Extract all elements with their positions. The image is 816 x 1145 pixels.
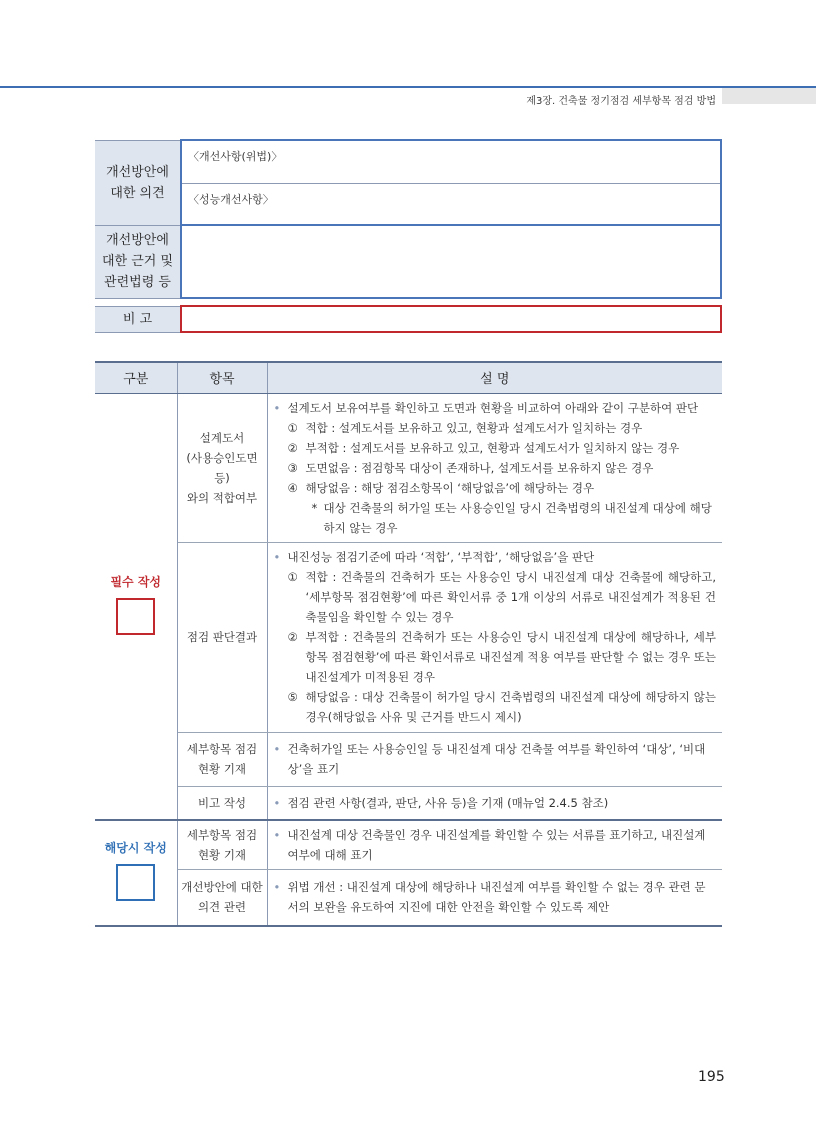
basis-label: 개선방안에 대한 근거 및 관련법령 등 xyxy=(95,225,181,298)
inspection-form xyxy=(95,139,722,333)
item-status-entry-optional: 세부항목 점검 현황 기재 xyxy=(177,820,267,870)
violation-field[interactable] xyxy=(181,140,721,183)
opinion-label: 개선방안에 대한 의견 xyxy=(95,140,181,225)
desc-status-entry: • 건축허가일 또는 사용승인일 등 내진설계 대상 건축물 여부를 확인하여 ‘대상’, ‘비대상’을 표기 xyxy=(267,732,722,786)
item-status-entry: 세부항목 점검 현황 기재 xyxy=(177,732,267,786)
item-remark: 비고 작성 xyxy=(177,786,267,820)
bullet-icon: • xyxy=(273,828,281,842)
bullet-icon: • xyxy=(273,400,281,415)
optional-label: 해당시 작성 xyxy=(104,841,167,856)
header-description: 설 명 xyxy=(267,362,722,393)
desc-design-docs: • 설계도서 보유여부를 확인하고 도면과 현황을 비교하여 아래와 같이 구분하여 판단 ① 적합 : 설계도서를 보유하고 있고, 현황과 설계도서가 일치하는 경우 ② 부적합 : 설계도서를 보유하고 있고, 현황과 설계도서가 일치하지 않는 경우 ③ 도면없음 : 점검항목 대상이 존재하나, 설계도서를 보유하지 않은 경우 ④ 해당없음 : 해당 점검소항목이 ‘해당없음’에 해당하는 경우 * 대상 건축물의 허가일 또는 사용승인일 당시 건축법령의 내진설계 대상에 해당하지 않는 경우 xyxy=(267,393,722,542)
performance-caption: 〈성능개선사항〉 xyxy=(188,192,274,206)
optional-checkbox[interactable] xyxy=(116,864,155,901)
guide-table xyxy=(95,361,722,927)
bullet-icon: • xyxy=(273,795,281,810)
basis-field[interactable] xyxy=(181,225,721,298)
page-number: 195 xyxy=(698,1069,725,1085)
item-improvement-opinion: 개선방안에 대한 의견 관련 xyxy=(177,870,267,926)
header-rule xyxy=(0,86,816,88)
desc-status-entry-optional: • 내진설계 대상 건축물인 경우 내진설계를 확인할 수 있는 서류를 표기하고, 내진설계 여부에 대해 표기 xyxy=(267,820,722,870)
violation-caption: 〈개선사항(위법)〉 xyxy=(188,150,283,163)
mandatory-checkbox[interactable] xyxy=(116,598,155,635)
desc-judgement: • 내진성능 점검기준에 따라 ‘적합’, ‘부적합’, ‘해당없음’을 판단 ① 적합 : 건축물의 건축허가 또는 사용승인 당시 내진설계 대상 건축물에 해당하고, ‘세부항목 점검현황’에 따른 확인서류 중 1개 이상의 서류로 내진설계가 적용된 건축물임을 확인할 수 있는 경우 ② 부적합 : 건축물의 건축허가 또는 사용승인 당시 내진설계 대상에 해당하나, 세부항목 점검현황’에 따른 확인서류로 내진설계 적용 여부를 판단할 수 없는 경우 또는 내진설계가 미적용된 경우 ⑤ 해당없음 : 대상 건축물이 허가일 당시 건축법령의 내진설계 대상에 해당하지 않는 경우(해당없음 사유 및 근거를 반드시 제시) xyxy=(267,542,722,732)
desc-remark: • 점검 관련 사항(결과, 판단, 사유 등)을 기재 (매뉴얼 2.4.5 참조) xyxy=(267,786,722,820)
remark-label: 비 고 xyxy=(95,306,181,332)
item-design-docs: 설계도서 (사용승인도면 등) 와의 적합여부 xyxy=(177,393,267,542)
header-category: 구분 xyxy=(95,362,177,393)
bullet-icon: • xyxy=(273,742,281,756)
bullet-icon: • xyxy=(273,880,281,895)
category-optional xyxy=(95,820,177,926)
category-mandatory xyxy=(95,393,177,820)
performance-field[interactable] xyxy=(181,183,721,225)
remark-field[interactable] xyxy=(181,306,721,332)
header-item: 항목 xyxy=(177,362,267,393)
desc-improvement-opinion: • 위법 개선 : 내진설계 대상에 해당하나 내진설계 여부를 확인할 수 없는 경우 관련 문서의 보완을 유도하여 지진에 대한 안전을 확인할 수 있도록 제안 xyxy=(267,870,722,926)
asterisk-icon: * xyxy=(311,500,318,515)
bullet-icon: • xyxy=(273,550,281,564)
item-judgement: 점검 판단결과 xyxy=(177,542,267,732)
mandatory-label: 필수 작성 xyxy=(110,574,162,589)
chapter-title: 제3장. 건축물 정기점검 세부항목 점검 방법 xyxy=(526,96,716,107)
header-tab-block xyxy=(722,88,816,104)
